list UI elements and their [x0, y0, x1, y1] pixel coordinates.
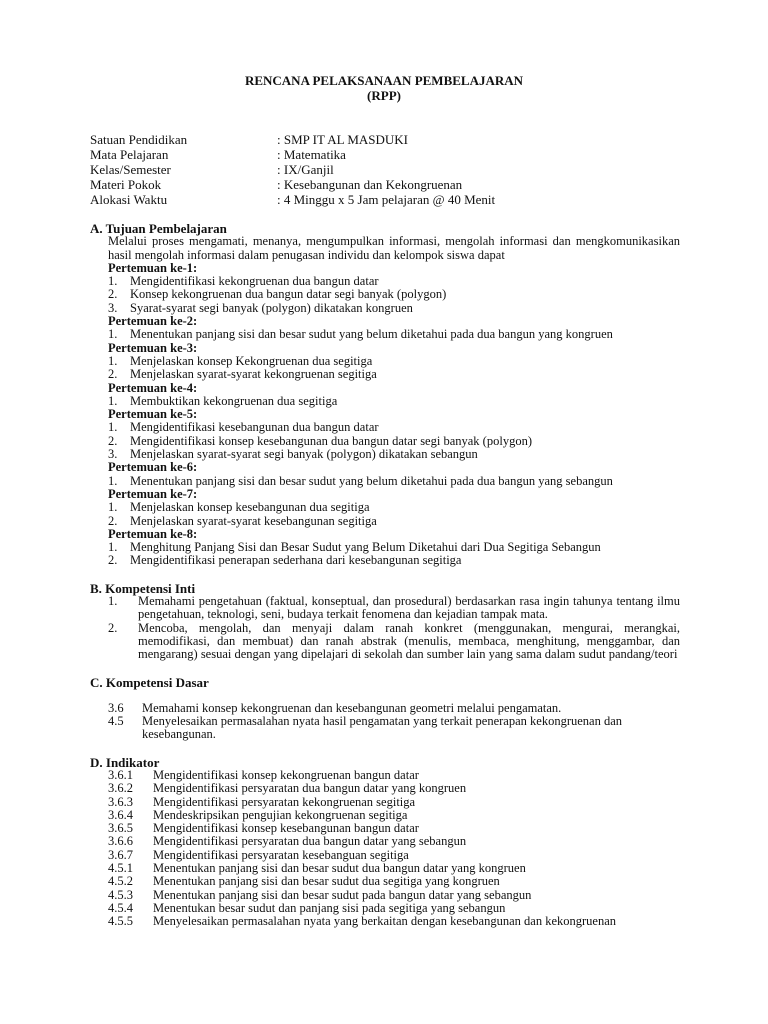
list-item [90, 809, 680, 822]
list-text: Menentukan panjang sisi dan besar sudut pada bangun datar yang sebangun [153, 887, 532, 902]
meeting-title: Pertemuan ke-8: [108, 526, 198, 541]
meeting-title: Pertemuan ke-6: [108, 460, 198, 475]
list-item [90, 782, 680, 795]
list-item [90, 541, 680, 554]
identity-row [90, 177, 495, 192]
list-number: 2. [108, 287, 118, 302]
list-number: 3.6.1 [108, 767, 133, 782]
list-item [90, 769, 680, 782]
identity-table [90, 132, 495, 207]
list-item [90, 421, 680, 434]
section-heading: B. Kompetensi Inti [90, 580, 196, 596]
list-item [90, 302, 680, 315]
section-intro: Melalui proses mengamati, menanya, mengumpulkan informasi, mengolah informasi dan mengkomunikasikan hasil mengolah informasi dalam penugasan individu dan kelompok siswa dapat [108, 234, 680, 262]
list-item [90, 822, 680, 835]
list-number: 1. [108, 594, 118, 609]
list-number: 3.6.7 [108, 847, 133, 862]
identity-row [90, 147, 495, 162]
section-heading: D. Indikator [90, 754, 160, 770]
list-number: 2. [108, 620, 118, 635]
list-text: Mengidentifikasi konsep kesebangunan dua bangun datar segi banyak (polygon) [130, 433, 532, 448]
list-number: 3. [108, 447, 118, 462]
list-item [90, 448, 680, 461]
document-title [0, 73, 768, 103]
list-number: 3.6.3 [108, 794, 133, 809]
list-number: 1. [108, 540, 118, 555]
list-number: 1. [108, 353, 118, 368]
list-number: 2. [108, 553, 118, 568]
section-heading: A. Tujuan Pembelajaran [90, 221, 227, 236]
list-text: Menentukan panjang sisi dan besar sudut yang belum diketahui pada dua bangun yang kongruen [130, 327, 613, 342]
list-number: 2. [108, 367, 118, 382]
list-item [90, 622, 680, 662]
list-text: Memahami konsep kekongruenan dan kesebangunan geometri melalui pengamatan. [142, 700, 562, 715]
list-text: Mengidentifikasi kesebangunan dua bangun datar [130, 420, 379, 435]
list-item [90, 849, 680, 862]
list-number: 1. [108, 393, 118, 408]
list-number: 3.6.2 [108, 781, 133, 796]
identity-value: : IX/Ganjil [277, 162, 334, 177]
list-text: Menentukan panjang sisi dan besar sudut yang belum diketahui pada dua bangun yang sebangun [130, 473, 613, 488]
list-number: 1. [108, 327, 118, 342]
identity-value: : 4 Minggu x 5 Jam pelajaran @ 40 Menit [277, 192, 496, 207]
list-text: Mendeskripsikan pengujian kekongruenan segitiga [153, 807, 408, 822]
identity-row [90, 192, 495, 207]
list-number: 3.6.6 [108, 834, 133, 849]
list-item [90, 862, 680, 875]
list-number: 3.6.5 [108, 821, 133, 836]
list-text: Mengidentifikasi persyaratan dua bangun datar yang kongruen [153, 781, 467, 796]
list-item [90, 355, 680, 368]
identity-label: Materi Pokok [90, 177, 162, 192]
list-text: Memahami pengetahuan (faktual, konseptual, dan prosedural) berdasarkan rasa ingin tahunya tentang ilmu pengetahuan, teknologi, seni, budaya terkait fenomena dan kejadian tampak mata. [138, 594, 680, 622]
identity-label: Mata Pelajaran [90, 147, 169, 162]
section-kompetensi-dasar [90, 676, 680, 742]
list-item [90, 288, 680, 301]
section-heading: C. Kompetensi Dasar [90, 674, 209, 690]
list-item [90, 368, 680, 381]
identity-label: Kelas/Semester [90, 162, 171, 177]
meeting-title: Pertemuan ke-5: [108, 407, 198, 422]
list-text: Menjelaskan syarat-syarat kesebangunan segitiga [130, 513, 377, 528]
list-text: Mengidentifikasi persyaratan kesebanguan segitiga [153, 847, 409, 862]
identity-label: Alokasi Waktu [90, 192, 168, 207]
title-line-1: RENCANA PELAKSANAAN PEMBELAJARAN [244, 73, 524, 88]
list-text: Membuktikan kekongruenan dua segitiga [130, 393, 338, 408]
section-tujuan-pembelajaran [90, 222, 680, 568]
list-item [90, 435, 680, 448]
document-body [90, 222, 680, 929]
list-text: Menjelaskan syarat-syarat kekongruenan segitiga [130, 367, 377, 382]
list-item [90, 554, 680, 567]
meeting-title: Pertemuan ke-1: [108, 260, 198, 275]
list-number: 4.5.2 [108, 874, 133, 889]
list-text: Menentukan besar sudut dan panjang sisi pada segitiga yang sebangun [153, 900, 506, 915]
list-text: Menyelesaikan permasalahan nyata hasil pengamatan yang terkait penerapan kekongruenan dan kesebangunan. [142, 714, 623, 742]
list-item [90, 328, 680, 341]
list-number: 1. [108, 473, 118, 488]
list-number: 2. [108, 433, 118, 448]
list-text: Menentukan panjang sisi dan besar sudut dua segitiga yang kongruen [153, 874, 500, 889]
list-item [90, 395, 680, 408]
list-number: 3.6 [108, 700, 124, 715]
list-text: Menyelesaikan permasalahan nyata yang berkaitan dengan kesebangunan dan kekongruenan [153, 914, 617, 929]
list-text: Konsep kekongruenan dua bangun datar segi banyak (polygon) [130, 287, 447, 302]
list-number: 4.5.1 [108, 861, 133, 876]
spacer [90, 689, 680, 702]
list-number: 4.5 [108, 714, 124, 729]
list-item [90, 915, 680, 928]
list-text: Menjelaskan konsep Kekongruenan dua segitiga [130, 353, 373, 368]
list-item [90, 501, 680, 514]
list-text: Mencoba, mengolah, dan menyaji dalam ranah konkret (menggunakan, mengurai, merangkai, memodifikasi, dan membuat) dan ranah abstrak (menulis, membaca, menghitung, menggambar, dan mengarang) sesuai dengan yang dipelajari di sekolah dan sumber lain yang sama dalam sudut pandang/teori [138, 620, 680, 662]
section-indikator [90, 756, 680, 929]
list-number: 2. [108, 513, 118, 528]
list-item [90, 715, 680, 742]
meeting-title: Pertemuan ke-3: [108, 340, 198, 355]
list-text: Mengidentifikasi kekongruenan dua bangun datar [130, 274, 379, 289]
list-item [90, 835, 680, 848]
identity-value: : SMP IT AL MASDUKI [277, 132, 408, 147]
identity-value: : Matematika [277, 147, 346, 162]
section-kompetensi-inti [90, 582, 680, 662]
meeting-title: Pertemuan ke-7: [108, 486, 198, 501]
list-text: Menghitung Panjang Sisi dan Besar Sudut yang Belum Diketahui dari Dua Segitiga Sebangun [130, 540, 601, 555]
title-line-2: (RPP) [367, 88, 401, 103]
meeting-title: Pertemuan ke-4: [108, 380, 198, 395]
list-number: 4.5.5 [108, 914, 133, 929]
list-text: Mengidentifikasi penerapan sederhana dari kesebangunan segitiga [130, 553, 462, 568]
list-item [90, 702, 680, 715]
meeting-title: Pertemuan ke-2: [108, 314, 198, 329]
list-text: Mengidentifikasi konsep kekongruenan bangun datar [153, 767, 419, 782]
identity-row [90, 162, 495, 177]
list-number: 3.6.4 [108, 807, 133, 822]
list-text: Menjelaskan konsep kesebangunan dua segitiga [130, 500, 370, 515]
list-item [90, 475, 680, 488]
list-text: Menentukan panjang sisi dan besar sudut dua bangun datar yang kongruen [153, 861, 526, 876]
list-item [90, 875, 680, 888]
identity-value: : Kesebangunan dan Kekongruenan [277, 177, 463, 192]
identity-label: Satuan Pendidikan [90, 132, 188, 147]
list-text: Menjelaskan syarat-syarat segi banyak (polygon) dikatakan sebangun [130, 447, 478, 462]
list-number: 1. [108, 420, 118, 435]
list-text: Mengidentifikasi persyaratan kekongruenan segitiga [153, 794, 416, 809]
list-number: 4.5.3 [108, 887, 133, 902]
list-item [90, 275, 680, 288]
list-number: 1. [108, 274, 118, 289]
list-item [90, 515, 680, 528]
list-number: 1. [108, 500, 118, 515]
list-item [90, 889, 680, 902]
list-item [90, 796, 680, 809]
list-text: Syarat-syarat segi banyak (polygon) dikatakan kongruen [130, 300, 413, 315]
identity-row [90, 132, 495, 147]
list-item [90, 595, 680, 622]
list-text: Mengidentifikasi persyaratan dua bangun datar yang sebangun [153, 834, 467, 849]
list-number: 3. [108, 300, 118, 315]
list-text: Mengidentifikasi konsep kesebangunan bangun datar [153, 821, 419, 836]
list-item [90, 902, 680, 915]
list-number: 4.5.4 [108, 900, 133, 915]
